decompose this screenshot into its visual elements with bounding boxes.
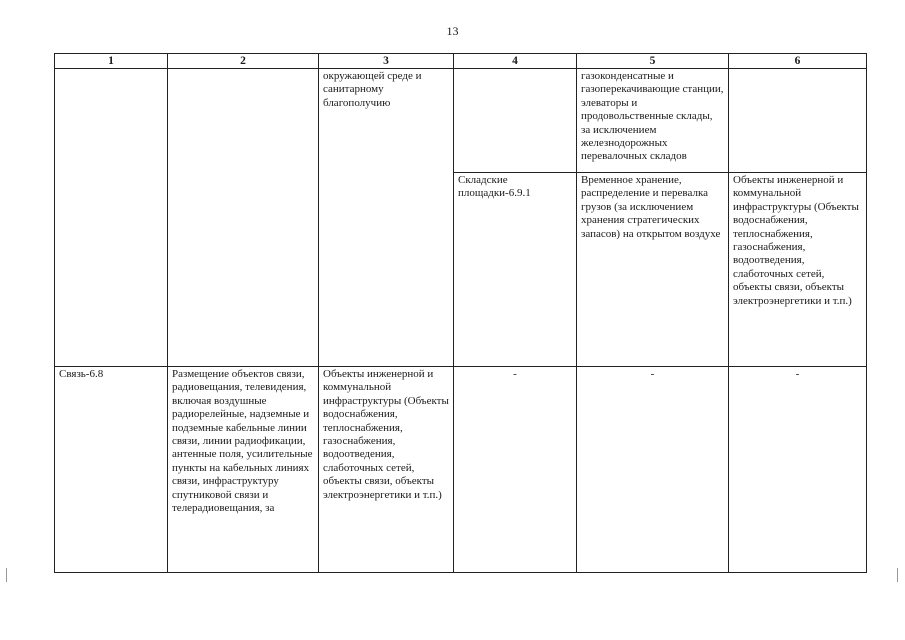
cell-r1-c2 bbox=[168, 69, 319, 367]
table-row bbox=[55, 69, 867, 173]
cell-r2-c5: Временное хранение, распределение и перевалка грузов (за исключением хранения стратегических запасов) на открытом воздухе bbox=[577, 173, 729, 367]
cell-r3-c2: Размещение объектов связи, радиовещания, телевидения, включая воздушные радиорелейные, надземные и подземные кабельные линии связи, линии радиофикации, антенные поля, усилительные пункты на кабельных линиях связи, инфраструктуру спутниковой связи и телерадиовещания, за bbox=[168, 367, 319, 573]
zoning-table bbox=[54, 53, 867, 573]
cell-r1-c3: окружающей среде и санитарному благополучию bbox=[319, 69, 454, 367]
scan-margin-mark-right bbox=[897, 568, 898, 582]
cell-r3-c4: - bbox=[454, 367, 577, 573]
header-col-4: 4 bbox=[454, 54, 577, 69]
cell-r1-c6 bbox=[729, 69, 867, 173]
header-col-2: 2 bbox=[168, 54, 319, 69]
header-col-5: 5 bbox=[577, 54, 729, 69]
cell-r3-c1: Связь-6.8 bbox=[55, 367, 168, 573]
header-col-6: 6 bbox=[729, 54, 867, 69]
page-number: 13 bbox=[446, 24, 459, 38]
table-header-row bbox=[55, 54, 867, 69]
cell-r1-c1 bbox=[55, 69, 168, 367]
cell-r2-c6: Объекты инженерной и коммунальной инфраструктуры (Объекты водоснабжения, теплоснабжения, газоснабжения, водоотведения, слаботочных сетей, объекты связи, объекты электроэнергетики и т.п.) bbox=[729, 173, 867, 367]
table-row bbox=[55, 367, 867, 573]
scan-margin-mark-left bbox=[6, 568, 7, 582]
cell-r1-c4 bbox=[454, 69, 577, 173]
cell-r3-c6: - bbox=[729, 367, 867, 573]
cell-r2-c4: Складские площадки-6.9.1 bbox=[454, 173, 577, 367]
cell-r3-c3: Объекты инженерной и коммунальной инфраструктуры (Объекты водоснабжения, теплоснабжения, газоснабжения, водоотведения, слаботочных сетей, объекты связи, объекты электроэнергетики и т.п.) bbox=[319, 367, 454, 573]
header-col-3: 3 bbox=[319, 54, 454, 69]
cell-r1-c5: газоконденсатные и газоперекачивающие станции, элеваторы и продовольственные склады, за исключением железнодорожных перевалочных складов bbox=[577, 69, 729, 173]
header-col-1: 1 bbox=[55, 54, 168, 69]
cell-r3-c5: - bbox=[577, 367, 729, 573]
